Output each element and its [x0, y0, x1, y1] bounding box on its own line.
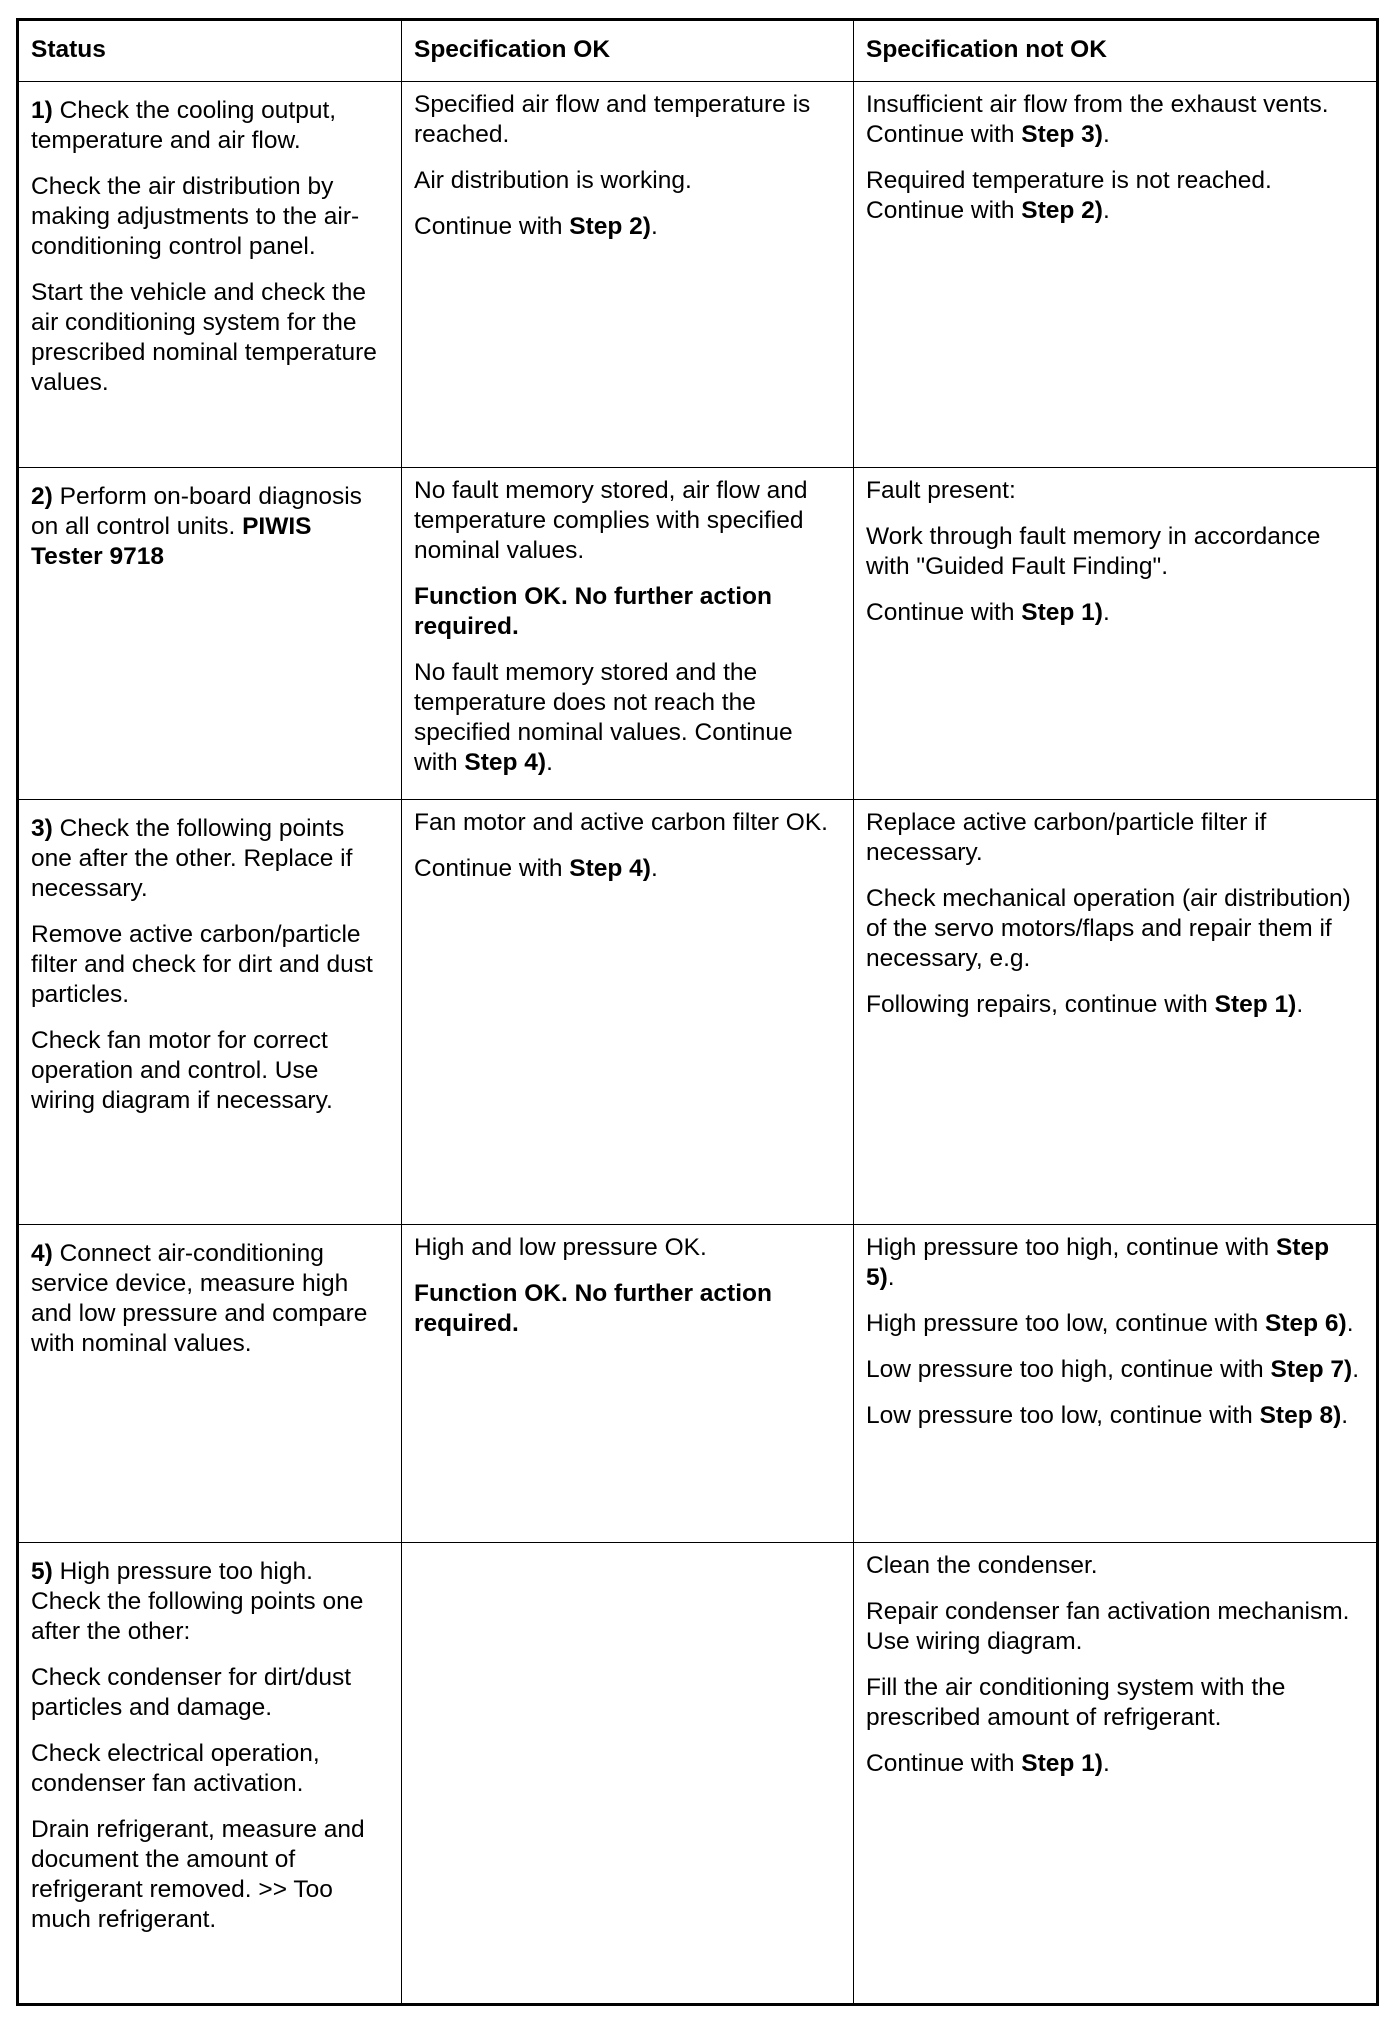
cell-paragraph — [866, 1233, 1364, 1293]
cell-paragraph — [414, 476, 841, 566]
cell-paragraph — [866, 1401, 1364, 1431]
text: Fill the air conditioning system with the prescribed amount of refrigerant. — [866, 1674, 1286, 1731]
cell-paragraph — [414, 658, 841, 778]
text: Check the air distribution by making adjustments to the air-conditioning control panel. — [31, 173, 360, 260]
cell-paragraph — [866, 598, 1364, 628]
text: Replace active carbon/particle filter if necessary. — [866, 809, 1267, 866]
bold-text: Function OK. No further action required. — [414, 583, 772, 640]
cell-paragraph — [414, 90, 841, 150]
text: No fault memory stored and the temperature does not reach the specified nominal values. Continue with — [414, 659, 793, 776]
cell-paragraph — [414, 1233, 841, 1263]
cell-paragraph — [31, 1739, 389, 1799]
cell-paragraph — [866, 166, 1364, 226]
cell-paragraph — [866, 476, 1364, 506]
text: Clean the condenser. — [866, 1552, 1098, 1579]
cell-paragraph — [866, 1551, 1364, 1581]
text: No fault memory stored, air flow and temperature complies with specified nominal values. — [414, 477, 808, 564]
cell-paragraph — [866, 808, 1364, 868]
cell-paragraph — [31, 482, 389, 572]
header-row — [18, 20, 1378, 82]
text: Fault present: — [866, 477, 1016, 504]
cell-paragraph — [866, 1355, 1364, 1385]
table-row — [18, 468, 1378, 800]
text: Perform on-board diagnosis on all control units. — [31, 483, 362, 540]
text: . — [1341, 1402, 1349, 1429]
cell-paragraph — [414, 1279, 841, 1339]
cell-paragraph — [414, 808, 841, 838]
cell-paragraph — [31, 920, 389, 1010]
text: Continue with — [414, 855, 570, 882]
cell-paragraph — [31, 278, 389, 398]
cell-paragraph — [31, 1557, 389, 1647]
spec-ok-cell — [402, 82, 854, 468]
table-row — [18, 1543, 1378, 2005]
text: Air distribution is working. — [414, 167, 692, 194]
text: Check the following points one after the other. Replace if necessary. — [31, 815, 353, 902]
bold-text: Step 2) — [1021, 197, 1103, 224]
bold-text: Step 1) — [1021, 599, 1103, 626]
text: Continue with — [866, 1750, 1022, 1777]
table-row — [18, 800, 1378, 1225]
bold-text: 4) — [31, 1240, 53, 1267]
text: . — [1102, 197, 1110, 224]
bold-text: Step 8) — [1259, 1402, 1342, 1429]
header-specification-ok: Specification OK — [402, 20, 854, 82]
bold-text: Step 4) — [464, 749, 547, 776]
cell-paragraph — [31, 1026, 389, 1116]
cell-paragraph — [31, 814, 389, 904]
text: Start the vehicle and check the air conditioning system for the prescribed nominal temperature values. — [31, 279, 377, 396]
text: Specified air flow and temperature is reached. — [414, 91, 811, 148]
text: . — [1296, 991, 1304, 1018]
bold-text: Step 2) — [569, 213, 651, 240]
text: . — [1102, 121, 1110, 148]
text: High pressure too high. Check the following points one after the other: — [31, 1558, 364, 1645]
spec-not-ok-cell — [854, 800, 1378, 1225]
text: High and low pressure OK. — [414, 1234, 707, 1261]
status-cell — [18, 1225, 402, 1543]
bold-text: Step 6) — [1265, 1310, 1347, 1337]
bold-text: 1) — [31, 97, 53, 124]
text: . — [546, 749, 553, 776]
spec-not-ok-cell — [854, 82, 1378, 468]
spec-not-ok-cell — [854, 1225, 1378, 1543]
text: Continue with — [414, 213, 570, 240]
text: . — [887, 1264, 895, 1291]
cell-paragraph — [31, 1663, 389, 1723]
spec-ok-cell — [402, 1543, 854, 2005]
text: Insufficient air flow from the exhaust vents. Continue with — [866, 91, 1329, 148]
text: Check the cooling output, temperature and air flow. — [31, 97, 337, 154]
cell-paragraph — [31, 1815, 389, 1935]
text: . — [1352, 1356, 1359, 1383]
text: Low pressure too high, continue with — [866, 1356, 1271, 1383]
text: Check fan motor for correct operation and control. Use wiring diagram if necessary. — [31, 1027, 333, 1114]
text: Drain refrigerant, measure and document the amount of refrigerant removed. >> Too much refrigerant. — [31, 1816, 365, 1933]
text: Continue with — [866, 599, 1022, 626]
status-cell — [18, 82, 402, 468]
text: . — [1102, 1750, 1110, 1777]
bold-text: Step 1) — [1021, 1750, 1103, 1777]
bold-text: Step 4) — [569, 855, 651, 882]
header-specification-not-ok: Specification not OK — [854, 20, 1378, 82]
status-cell — [18, 468, 402, 800]
spec-ok-cell — [402, 1225, 854, 1543]
text: Following repairs, continue with — [866, 991, 1215, 1018]
bold-text: Step 1) — [1214, 991, 1297, 1018]
bold-text: 3) — [31, 815, 53, 842]
text: Check electrical operation, condenser fan activation. — [31, 1740, 320, 1797]
cell-paragraph — [866, 1597, 1364, 1657]
cell-paragraph — [866, 1309, 1364, 1339]
table-row — [18, 82, 1378, 468]
cell-paragraph — [414, 854, 841, 884]
cell-paragraph — [866, 1749, 1364, 1779]
bold-text: Step 5) — [866, 1234, 1330, 1291]
status-cell — [18, 800, 402, 1225]
cell-paragraph — [414, 212, 841, 242]
status-cell — [18, 1543, 402, 2005]
text: . — [1102, 599, 1110, 626]
cell-paragraph — [866, 884, 1364, 974]
text: Check condenser for dirt/dust particles and damage. — [31, 1664, 352, 1721]
text: Repair condenser fan activation mechanism. Use wiring diagram. — [866, 1598, 1350, 1655]
text: . — [1346, 1310, 1354, 1337]
text: Remove active carbon/particle filter and check for dirt and dust particles. — [31, 921, 373, 1008]
cell-paragraph — [31, 1239, 389, 1359]
bold-text: 5) — [31, 1558, 53, 1585]
cell-paragraph — [31, 172, 389, 262]
text: . — [650, 855, 658, 882]
cell-paragraph — [866, 522, 1364, 582]
cell-paragraph — [866, 90, 1364, 150]
text: High pressure too low, continue with — [866, 1310, 1266, 1337]
bold-text: PIWIS Tester 9718 — [31, 513, 312, 570]
cell-paragraph — [414, 582, 841, 642]
text: Fan motor and active carbon filter OK. — [414, 809, 828, 836]
text: Check mechanical operation (air distribution) of the servo motors/flaps and repair them if necessary, e.g. — [866, 885, 1351, 972]
header-status: Status — [18, 20, 402, 82]
cell-paragraph — [31, 96, 389, 156]
text: Work through fault memory in accordance with "Guided Fault Finding". — [866, 523, 1321, 580]
cell-paragraph — [414, 166, 841, 196]
spec-ok-cell — [402, 468, 854, 800]
diagnosis-table — [16, 18, 1379, 2006]
text: Low pressure too low, continue with — [866, 1402, 1260, 1429]
spec-not-ok-cell — [854, 1543, 1378, 2005]
spec-not-ok-cell — [854, 468, 1378, 800]
cell-paragraph — [866, 990, 1364, 1020]
text: Connect air-conditioning service device, measure high and low pressure and compare with nominal values. — [31, 1240, 368, 1357]
text: . — [650, 213, 658, 240]
text: Required temperature is not reached. Continue with — [866, 167, 1272, 224]
bold-text: Step 7) — [1270, 1356, 1353, 1383]
bold-text: Function OK. No further action required. — [414, 1280, 772, 1337]
table-row — [18, 1225, 1378, 1543]
text: High pressure too high, continue with — [866, 1234, 1276, 1261]
bold-text: Step 3) — [1021, 121, 1103, 148]
cell-paragraph — [866, 1673, 1364, 1733]
spec-ok-cell — [402, 800, 854, 1225]
bold-text: 2) — [31, 483, 53, 510]
